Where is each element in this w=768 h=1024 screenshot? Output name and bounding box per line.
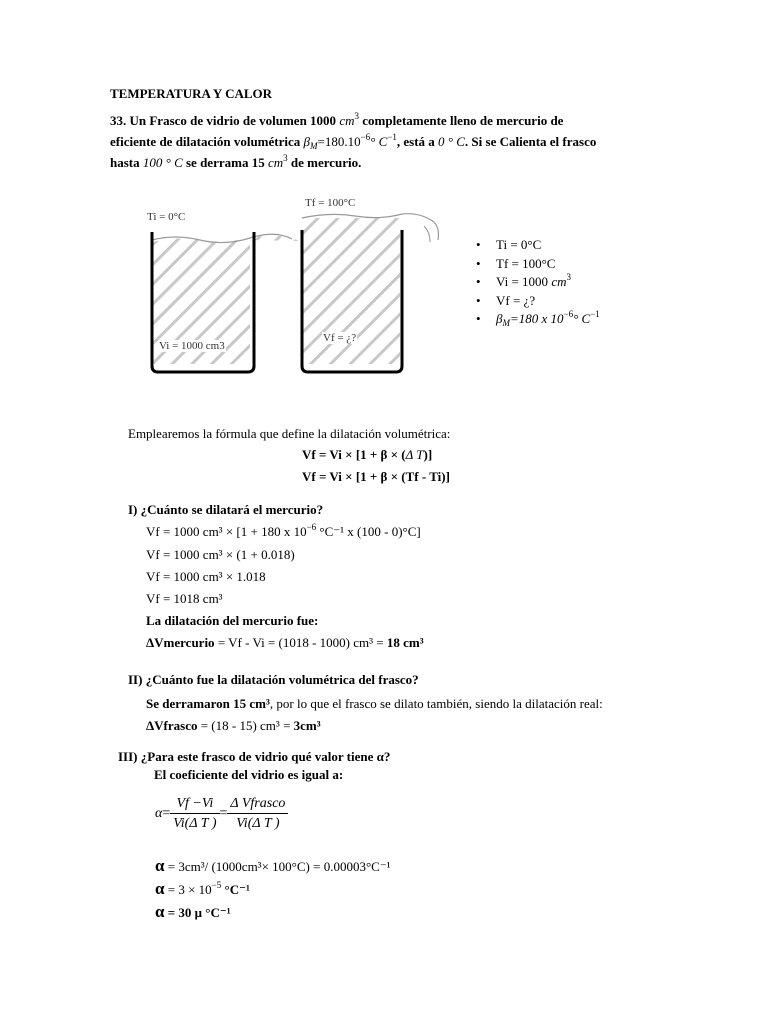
alpha-result-1: α = 3cm³/ (1000cm³× 100°C) = 0.00003°C⁻¹ — [155, 856, 391, 875]
formula-2: Vf = Vi × [1 + β × (Tf - Ti)] — [302, 469, 450, 484]
jar-final — [302, 214, 439, 372]
part2-question: II) ¿Cuánto fue la dilatación volumétrica del frasco? — [128, 672, 419, 687]
part1-conclusion: La dilatación del mercurio fue: — [146, 613, 319, 628]
alpha-fraction-equation: α= $\frac{Vf -Vi}{\text{Vi(Δ T )}}$ = $\frac{\text{Δ Vfrasco}}{\text{Vi(Δ T )}}$ — [155, 796, 288, 832]
part3-question: III) ¿Para este frasco de vidrio qué valor tiene α? — [118, 749, 391, 764]
bullet-beta: • $\beta_M=180$ x $10^{-6}^\circ$ $C^{-1}$ — [476, 310, 600, 329]
bullet-vf: • Vf = ¿? — [476, 292, 600, 311]
part1-step-2: Vf = 1000 cm³ × (1 + 0.018) — [146, 547, 295, 562]
part1-question: I) ¿Cuánto se dilatará el mercurio? — [128, 502, 324, 517]
bullet-vi: • Vi = 1000 $cm^3$ — [476, 273, 600, 292]
alpha-result-2: $\alpha = 3 \times 10^{-5}$ °C⁻¹ — [155, 879, 250, 898]
formula-1: Vf = Vi × [1 + β × (Δ T)] — [302, 447, 433, 462]
part1-step-3: Vf = 1000 cm³ × 1.018 — [146, 569, 266, 584]
part1-result: ΔVmercurio = Vf - Vi = (1018 - 1000) cm³ = 18 cm³ — [146, 635, 424, 650]
vi-label: Vi = 1000 cm3 — [159, 340, 225, 352]
part2-result: ΔVfrasco = (18 - 15) cm³ = 3cm³ — [146, 718, 321, 733]
problem-line-3: hasta 100 ° C se derrama 15 $cm^3$ de mercurio. — [110, 153, 362, 170]
bullet-tf: • Tf = 100°C — [476, 255, 600, 274]
part1-step-1: Vf = 1000 cm³ × [1 + 180 x $10^{-6}$ °C⁻¹ x (100 - 0)°C] — [146, 522, 421, 539]
vf-label: Vf = ¿? — [323, 332, 357, 344]
part1-step-4: Vf = 1018 cm³ — [146, 591, 223, 606]
problem-line-1: 33. Un Frasco de vidrio de volumen 1000 $cm^3$ completamente lleno de mercurio de — [110, 111, 564, 128]
problem-line-2: eficiente de dilatación volumétrica $\beta_M=180.10^{-6}^\circ$ $C^{-1}$, está a 0 ° C. Si se Calienta el frasco — [110, 132, 597, 151]
part2-line: Se derramaron 15 cm³, por lo que el frasco se dilato también, siendo la dilatación real: — [146, 696, 603, 711]
ti-label: Ti = 0°C — [147, 211, 186, 223]
alpha-result-3: α = 30 μ °C⁻¹ — [155, 902, 231, 921]
data-bullets — [476, 236, 600, 329]
section-title: TEMPERATURA Y CALOR — [110, 86, 273, 101]
formula-intro: Emplearemos la fórmula que define la dilatación volumétrica: — [128, 426, 451, 441]
bullet-ti: • Ti = 0°C — [476, 236, 600, 255]
tf-label: Tf = 100°C — [305, 197, 356, 209]
part3-sub: El coeficiente del vidrio es igual a: — [154, 767, 344, 782]
